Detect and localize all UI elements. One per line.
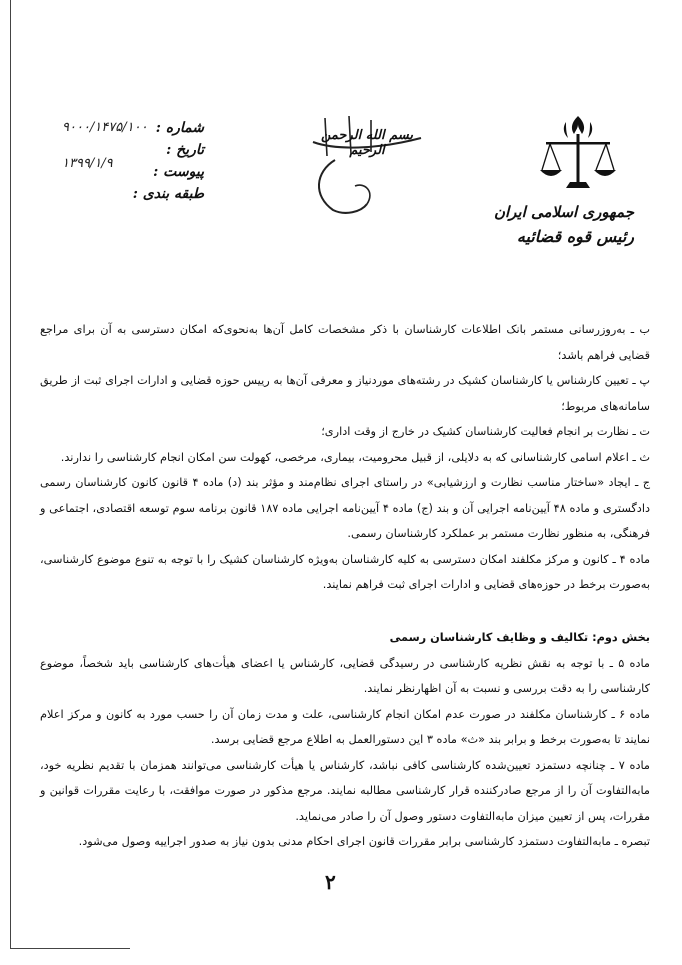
meta-attachment-label: پیوست : [153,164,204,180]
note: تبصره ـ مابه‌التفاوت دستمزد کارشناسی برابر مقررات قانون اجرای احکام مدنی بدون نیاز به صدور اجراییه وصول می‌شود. [78,835,650,848]
clause-p: پ ـ تعیین کارشناس یا کارشناسان کشیک در رشته‌های موردنیاز و معرفی آن‌ها به رییس حوزه قضایی و ادارات اجرای ثبت از طریق سامانه‌های مربوط؛ [40,374,650,413]
bismillah-calligraphy [305,112,429,222]
article-6: ماده ۶ ـ کارشناسان مکلفند در صورت عدم امکان انجام کارشناسی، علت و مدت زمان آن را حسب مورد به کانون و مرکز اعلام نمایند تا به‌صورت برخط و برابر بند «ث» ماده ۳ این دستورالعمل به اطلاع مرجع قضایی برسد. [40,707,650,746]
clause-s: ث ـ اعلام اسامی کارشناسانی که به دلایلی، از قبیل محرومیت، بیماری، مرخصی، کهولت سن امکان انجام کارشناسی را ندارند. [60,450,650,464]
article-7: ماده ۷ ـ چنانچه دستمزد تعیین‌شده کارشناسی کافی نباشد، کارشناس یا هیأت کارشناسی می‌توانند همزمان با تقدیم نظریه خود، مابه‌التفاوت آن را از مرجع صادرکننده قرار کارشناسی مطالبه نمایند. مرجع مذکور در صورت موافقت، با رعایت مقررات قوانین و مقررات، پس از تعیین میزان مابه‌التفاوت دستور وصول آن را صادر می‌نماید. [40,758,650,823]
meta-number-row [54,120,204,142]
org-office: رئیس قوه قضائیه [516,227,634,246]
page-number: ۲ [325,870,336,894]
meta-classification-label: طبقه بندی : [132,186,204,202]
meta-classification-row [54,186,204,208]
judiciary-emblem-icon [536,108,620,204]
organization-title [494,200,634,250]
bottom-line [10,948,130,949]
org-name: جمهوری اسلامی ایران [493,203,634,221]
meta-number-value: ۹۰۰۰/۱۴۷۵/۱۰۰ [62,120,148,135]
margin-line [10,0,11,948]
meta-number-label: شماره : [155,120,204,136]
meta-date-label: تاریخ : [166,142,204,158]
clause-b: ب ـ به‌روزرسانی مستمر بانک اطلاعات کارشناسان با ذکر مشخصات کامل آن‌ها به‌نحوی‌که امکان دسترسی به آن برای مراجع قضایی فراهم باشد؛ [40,323,650,362]
clause-t: ت ـ نظارت بر انجام فعالیت کارشناسان کشیک در خارج از وقت اداری؛ [321,425,650,438]
articles-part-one [40,317,650,598]
articles-part-two [40,625,650,855]
article-4: ماده ۴ ـ کانون و مرکز مکلفند امکان دسترسی به کلیه کارشناسان به‌ویژه کارشناسان کشیک را با توجه به تنوع موضوع کارشناسی، به‌صورت برخط در حوزه‌های قضایی و ادارات اجرای ثبت فراهم نمایند. [40,552,650,591]
section-title: بخش دوم: تکالیف و وظایف کارشناسان رسمی [389,631,650,644]
article-5: ماده ۵ ـ با توجه به نقش نظریه کارشناسی در رسیدگی قضایی، کارشناس یا اعضای هیأت‌های کارشناسی باید شخصاً، موضوع کارشناسی را به دقت بررسی و نسبت به آن اظهارنظر نمایند. [40,656,650,695]
meta-date-row [54,142,204,171]
meta-attachment-row [54,164,204,186]
meta-date-value: ۱۳۹۹/۱/۹ [62,156,113,171]
letter-metadata [54,120,204,208]
clause-j: ج ـ ایجاد «ساختار مناسب نظارت و ارزشیابی» در راستای اجرای نظام‌مند و مؤثر بند (د) ماده ۴ قانون کانون کارشناسان رسمی دادگستری و ماده ۴۸ آیین‌نامه اجرایی آن و بند (ج) ماده ۴ آیین‌نامه اجرایی ماده ۱۸۷ قانون برنامه سوم توسعه اقتصادی، اجتماعی و فرهنگی، به منظور نظارت مستمر بر عملکرد کارشناسان رسمی. [40,476,650,540]
bismillah-text: بسم الله الرحمن الرحیم [321,128,413,158]
